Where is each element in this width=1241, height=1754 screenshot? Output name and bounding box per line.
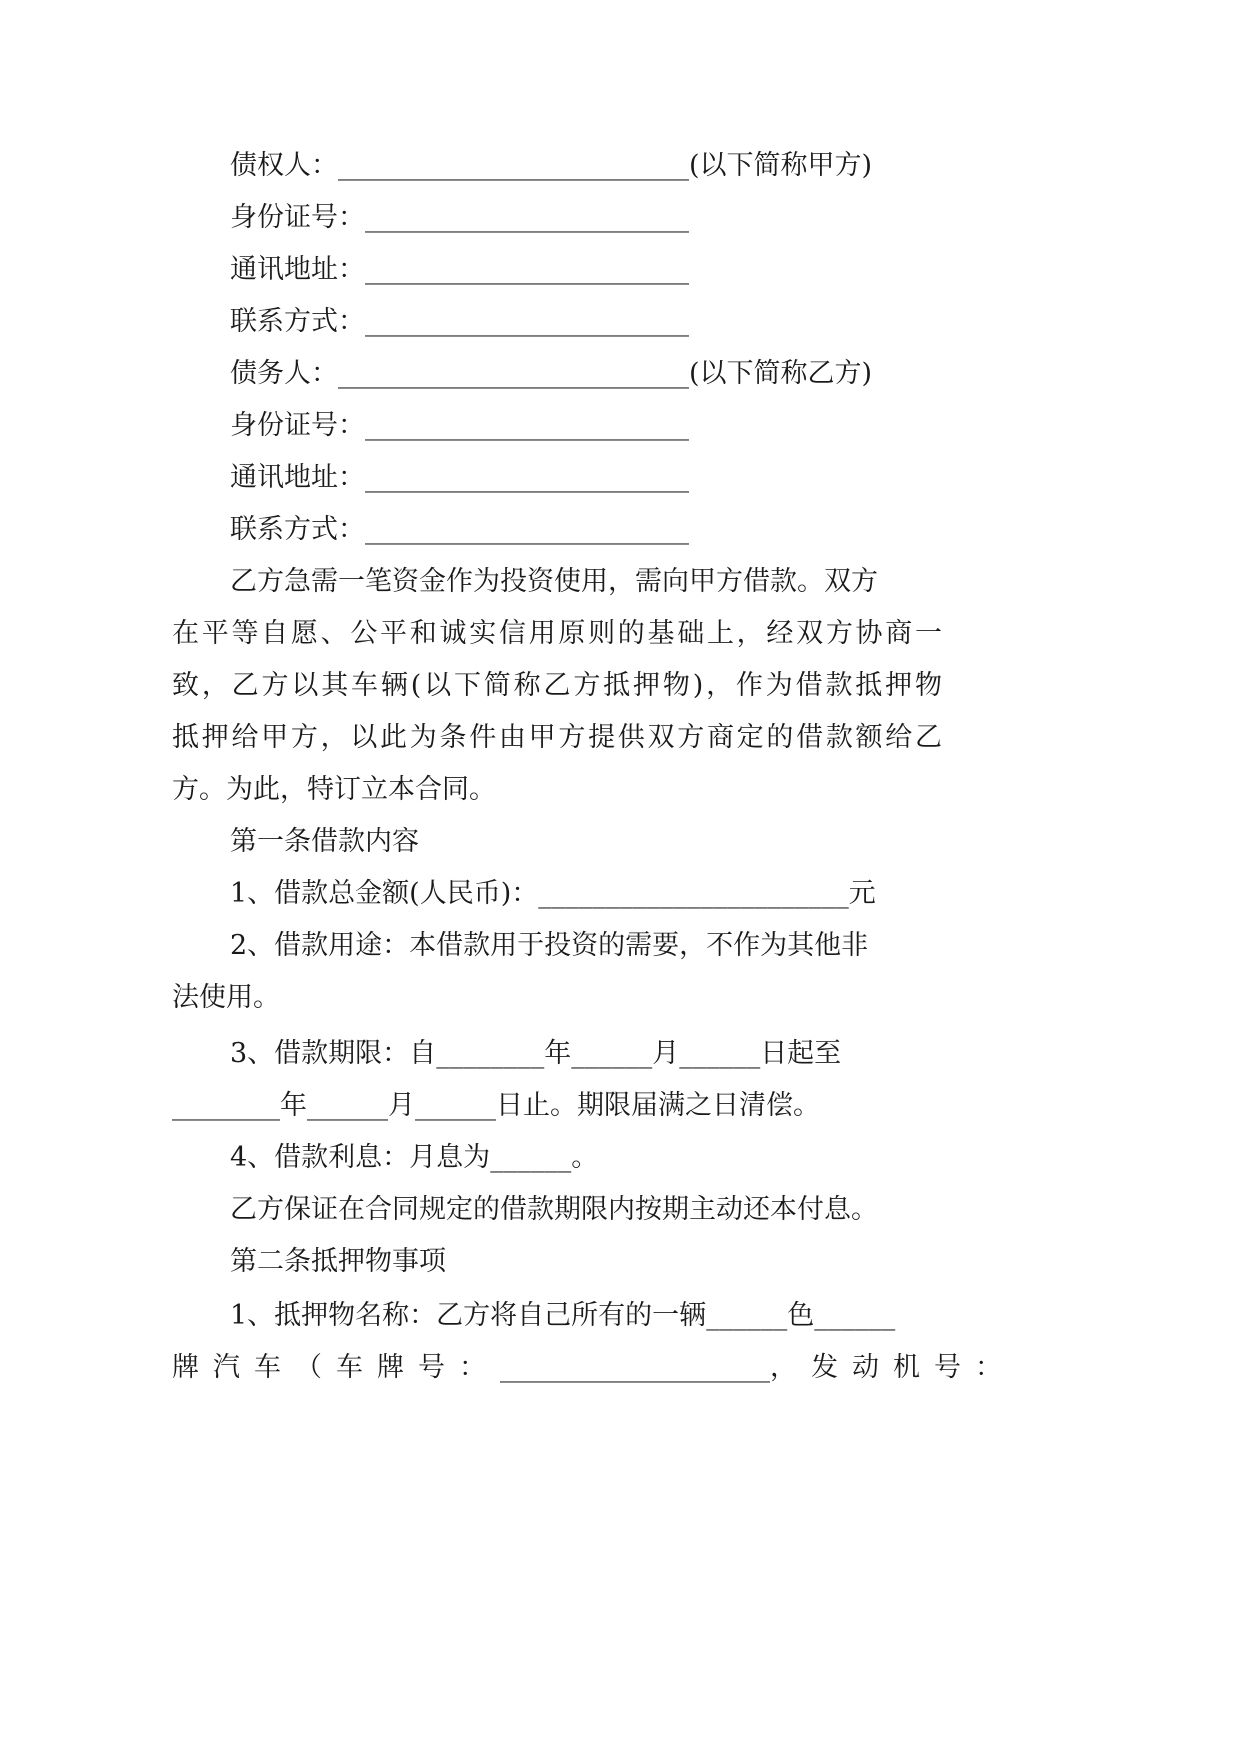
loan-term-end-year-blank[interactable]: ________ — [172, 1090, 280, 1121]
debtor-address-line — [230, 452, 1122, 504]
loan-term-start-year-label: 年 — [544, 1038, 572, 1069]
loan-term-line-1 — [230, 1028, 1122, 1080]
collateral-plate-comma: ， — [770, 1352, 811, 1383]
debtor-address-label: 通讯地址： — [230, 462, 365, 493]
loan-term-prefix: 3、借款期限：自 — [230, 1038, 437, 1069]
loan-term-line-2 — [172, 1080, 1122, 1132]
loan-term-start-day-blank[interactable]: ______ — [679, 1038, 761, 1069]
creditor-contact-line — [230, 296, 1122, 348]
collateral-line-2 — [172, 1342, 1122, 1394]
creditor-id-line — [230, 192, 1122, 244]
repayment-guarantee: 乙方保证在合同规定的借款期限内按期主动还本付息。 — [230, 1194, 878, 1225]
preamble-line-2: 在平等自愿、公平和诚实信用原则的基础上，经双方协商一 — [172, 618, 942, 649]
debtor-address-blank[interactable]: ________________________ — [365, 462, 689, 493]
debtor-label: 债务人： — [230, 358, 338, 389]
creditor-address-blank[interactable]: ________________________ — [365, 254, 689, 285]
debtor-line — [230, 348, 1122, 400]
loan-interest-blank[interactable]: ______ — [490, 1142, 572, 1173]
article2-title: 第二条抵押物事项 — [230, 1246, 446, 1277]
debtor-contact-label: 联系方式： — [230, 514, 365, 545]
creditor-line — [230, 140, 1122, 192]
preamble-line-3: 致，乙方以其车辆(以下简称乙方抵押物)，作为借款抵押物 — [172, 670, 942, 701]
collateral-plate-prefix: 牌汽车（车牌号： — [172, 1352, 500, 1383]
loan-interest-line — [230, 1132, 1122, 1184]
loan-term-end-month-blank[interactable]: ______ — [307, 1090, 388, 1121]
collateral-brand-blank[interactable]: ______ — [814, 1300, 896, 1331]
debtor-id-line — [230, 400, 1122, 452]
creditor-label: 债权人： — [230, 150, 338, 181]
loan-term-end-day-blank[interactable]: ______ — [415, 1090, 496, 1121]
creditor-id-blank[interactable]: ________________________ — [365, 202, 689, 233]
debtor-suffix: (以下简称乙方) — [689, 358, 873, 389]
loan-term-start-month-blank[interactable]: ______ — [571, 1038, 653, 1069]
creditor-contact-blank[interactable]: ________________________ — [365, 306, 689, 337]
loan-amount-blank[interactable]: _______________________ — [538, 878, 849, 909]
debtor-blank[interactable]: __________________________ — [338, 358, 689, 389]
creditor-address-label: 通讯地址： — [230, 254, 365, 285]
creditor-contact-label: 联系方式： — [230, 306, 365, 337]
collateral-line-1 — [230, 1290, 1122, 1342]
debtor-id-label: 身份证号： — [230, 410, 365, 441]
loan-interest-end: 。 — [571, 1142, 599, 1173]
debtor-id-blank[interactable]: ________________________ — [365, 410, 689, 441]
collateral-engine-label: 发动机号： — [811, 1352, 1016, 1383]
loan-amount-label: 1、借款总金额(人民币)： — [230, 878, 539, 909]
creditor-blank[interactable]: __________________________ — [338, 150, 689, 181]
loan-term-end-rest: 日止。期限届满之日清偿。 — [496, 1090, 820, 1121]
loan-interest-label: 4、借款利息：月息为 — [230, 1142, 491, 1173]
loan-purpose-line-2: 法使用。 — [172, 982, 280, 1013]
debtor-contact-blank[interactable]: ________________________ — [365, 514, 689, 545]
loan-purpose-line-1: 2、借款用途：本借款用于投资的需要，不作为其他非 — [230, 930, 869, 961]
loan-term-start-month-label: 月 — [652, 1038, 680, 1069]
creditor-id-label: 身份证号： — [230, 202, 365, 233]
preamble-line-4: 抵押给甲方，以此为条件由甲方提供双方商定的借款额给乙 — [172, 722, 942, 753]
collateral-color-blank[interactable]: ______ — [706, 1300, 788, 1331]
creditor-address-line — [230, 244, 1122, 296]
preamble-line-5: 方。为此，特订立本合同。 — [172, 774, 496, 805]
debtor-contact-line — [230, 504, 1122, 556]
loan-term-end-year-label: 年 — [280, 1090, 307, 1121]
loan-term-start-year-blank[interactable]: ________ — [436, 1038, 545, 1069]
preamble-line-1: 乙方急需一笔资金作为投资使用，需向甲方借款。双方 — [230, 566, 878, 597]
collateral-prefix: 1、抵押物名称：乙方将自己所有的一辆 — [230, 1300, 707, 1331]
loan-amount-unit: 元 — [848, 878, 876, 909]
loan-term-start-rest: 日起至 — [760, 1038, 842, 1069]
collateral-plate-blank[interactable]: ____________________ — [500, 1352, 770, 1383]
loan-term-end-month-label: 月 — [388, 1090, 415, 1121]
creditor-suffix: (以下简称甲方) — [689, 150, 873, 181]
collateral-color-label: 色 — [787, 1300, 815, 1331]
article1-title: 第一条借款内容 — [230, 826, 419, 857]
loan-amount-line — [230, 868, 1122, 920]
